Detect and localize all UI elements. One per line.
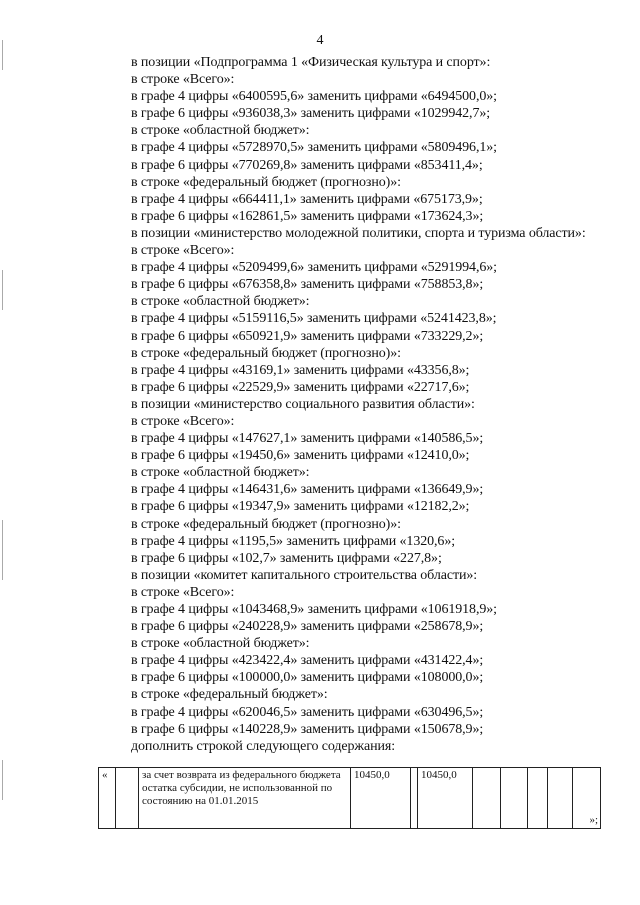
table-cell-9 (528, 768, 548, 829)
text-line: в графе 6 цифры «100000,0» заменить цифрами «108000,0»; (131, 670, 484, 686)
text-line: в графе 4 цифры «1195,5» заменить цифрами «1320,6»; (131, 533, 456, 549)
table-cell-5 (411, 768, 418, 829)
text-line: в строке «областной бюджет»: (131, 465, 310, 481)
text-line: в строке «областной бюджет»: (131, 294, 310, 310)
text-line: в строке «федеральный бюджет (прогнозно)»: (131, 345, 401, 361)
scan-edge-marks (2, 0, 5, 905)
text-line: в позиции «комитет капитального строительства области»: (131, 567, 478, 583)
text-line: в позиции «министерство социального развития области»: (131, 396, 475, 412)
insert-table (98, 767, 601, 829)
text-line: в графе 6 цифры «19450,6» заменить цифрами «12410,0»; (131, 448, 470, 464)
text-line: в графе 6 цифры «240228,9» заменить цифрами «258678,9»; (131, 619, 484, 635)
text-line: в графе 4 цифры «146431,6» заменить цифрами «136649,9»; (131, 482, 484, 498)
amendment-text (131, 54, 611, 755)
table-cell-2 (116, 768, 139, 829)
text-line: в строке «областной бюджет»: (131, 123, 310, 139)
text-line: в графе 4 цифры «664411,1» заменить цифрами «675173,9»; (131, 191, 483, 207)
table-cell-open-quote: « (99, 768, 116, 829)
table-cell-10 (548, 768, 573, 829)
table-cell-4: 10450,0 (351, 768, 411, 829)
text-line: в строке «федеральный бюджет»: (131, 687, 328, 703)
text-line: в графе 4 цифры «5209499,6» заменить цифрами «5291994,6»; (131, 260, 497, 276)
text-line: в графе 4 цифры «1043468,9» заменить цифрами «1061918,9»; (131, 602, 497, 617)
text-line: в строке «Всего»: (131, 584, 235, 600)
text-line: в строке «Всего»: (131, 413, 235, 429)
text-line: в строке «Всего»: (131, 243, 235, 259)
close-quote: »; (589, 814, 598, 826)
page-number: 4 (316, 33, 324, 48)
text-line: в графе 6 цифры «140228,9» заменить цифрами «150678,9»; (131, 721, 484, 737)
text-line: в графе 6 цифры «676358,8» заменить цифрами «758853,8»; (131, 277, 484, 293)
text-line: в позиции «министерство молодежной политики, спорта и туризма области»: (131, 225, 586, 241)
table-row (99, 768, 601, 829)
table-cell-8 (501, 768, 528, 829)
text-line: в графе 6 цифры «650921,9» заменить цифрами «733229,2»; (131, 328, 484, 344)
text-line: в позиции «Подпрограмма 1 «Физическая культура и спорт»: (131, 55, 491, 70)
table-cell-7 (473, 768, 501, 829)
text-line: в строке «областной бюджет»: (131, 636, 310, 652)
text-line: в графе 4 цифры «147627,1» заменить цифрами «140586,5»; (131, 431, 484, 447)
text-line: в графе 6 цифры «102,7» заменить цифрами «227,8»; (131, 550, 442, 566)
text-line: в графе 4 цифры «43169,1» заменить цифрами «43356,8»; (131, 362, 470, 378)
text-line: в графе 6 цифры «770269,8» заменить цифрами «853411,4»; (131, 157, 483, 173)
text-line: в графе 4 цифры «6400595,6» заменить цифрами «6494500,0»; (131, 89, 497, 105)
text-line: в графе 4 цифры «423422,4» заменить цифрами «431422,4»; (131, 653, 484, 669)
table-cell-close-quote (573, 768, 601, 829)
text-line: в строке «федеральный бюджет (прогнозно)»: (131, 516, 401, 532)
text-line: в графе 6 цифры «19347,9» заменить цифрами «12182,2»; (131, 499, 470, 515)
text-line: дополнить строкой следующего содержания: (131, 738, 396, 754)
table-cell-6: 10450,0 (418, 768, 473, 829)
text-line: в графе 4 цифры «620046,5» заменить цифрами «630496,5»; (131, 704, 484, 720)
text-line: в графе 6 цифры «936038,3» заменить цифрами «1029942,7»; (131, 106, 491, 122)
text-line: в строке «федеральный бюджет (прогнозно)»: (131, 174, 401, 190)
text-line: в графе 4 цифры «5728970,5» заменить цифрами «5809496,1»; (131, 140, 497, 156)
text-line: в графе 6 цифры «22529,9» заменить цифрами «22717,6»; (131, 379, 470, 395)
text-line: в графе 6 цифры «162861,5» заменить цифрами «173624,3»; (131, 208, 484, 224)
text-line: в строке «Всего»: (131, 72, 235, 88)
table-cell-description: за счет возврата из федерального бюджета остатка субсидии, не использованной по состоянию на 01.01.2015 (139, 768, 351, 829)
text-line: в графе 4 цифры «5159116,5» заменить цифрами «5241423,8»; (131, 311, 497, 327)
